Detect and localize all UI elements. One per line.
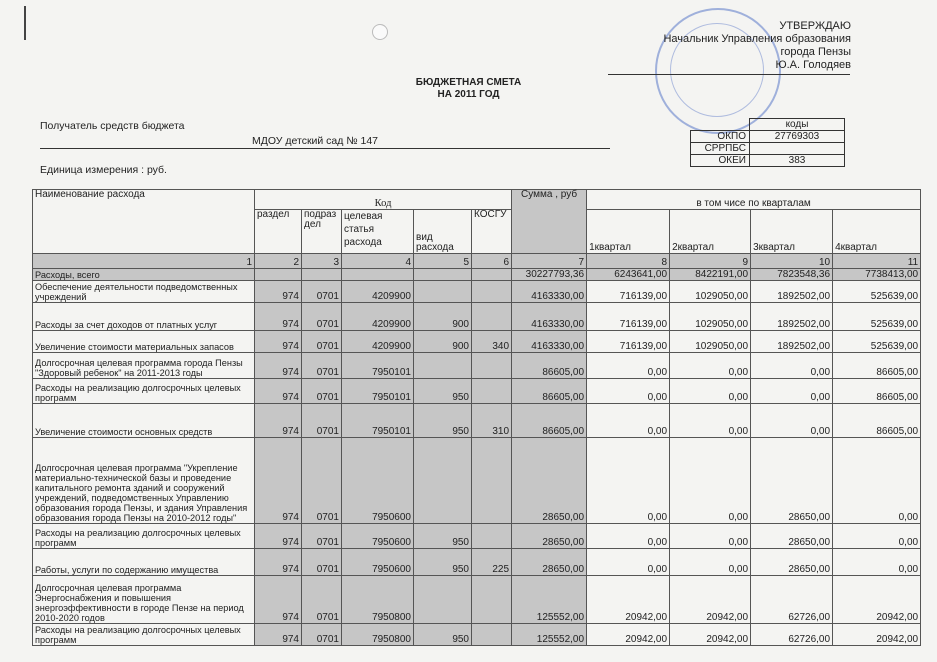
header-kosgu: КОСГУ <box>472 210 512 254</box>
column-number: 5 <box>414 254 472 269</box>
row-value-cell: 7950101 <box>342 404 414 438</box>
row-name-cell: Расходы на реализацию долгосрочных целевых программ <box>33 624 255 646</box>
table-row <box>33 524 921 549</box>
table-row <box>33 303 921 331</box>
column-number: 9 <box>670 254 751 269</box>
row-value-cell: 1892502,00 <box>751 303 833 331</box>
row-value-cell <box>472 438 512 524</box>
row-value-cell <box>414 576 472 624</box>
row-value-cell: 0701 <box>302 549 342 576</box>
header-q2: 2квартал <box>670 210 751 254</box>
row-value-cell: 20942,00 <box>670 576 751 624</box>
row-value-cell: 0,00 <box>587 379 670 404</box>
row-value-cell: 20942,00 <box>670 624 751 646</box>
row-value-cell: 974 <box>255 281 302 303</box>
row-value-cell: 4163330,00 <box>512 331 587 353</box>
margin-mark <box>24 6 26 40</box>
row-value-cell: 0,00 <box>833 524 921 549</box>
row-value-cell <box>414 269 472 281</box>
row-value-cell: 974 <box>255 303 302 331</box>
row-value-cell: 974 <box>255 576 302 624</box>
header-q1: 1квартал <box>587 210 670 254</box>
row-value-cell: 28650,00 <box>751 438 833 524</box>
row-value-cell: 4209900 <box>342 281 414 303</box>
row-value-cell: 86605,00 <box>833 404 921 438</box>
row-value-cell: 950 <box>414 549 472 576</box>
row-value-cell: 716139,00 <box>587 281 670 303</box>
column-number: 10 <box>751 254 833 269</box>
row-value-cell: 0,00 <box>833 438 921 524</box>
header-quarters: в том чисе по кварталам <box>587 190 921 210</box>
row-value-cell: 950 <box>414 524 472 549</box>
row-value-cell: 0,00 <box>670 404 751 438</box>
column-number: 3 <box>302 254 342 269</box>
row-value-cell: 0,00 <box>751 379 833 404</box>
row-value-cell <box>472 281 512 303</box>
row-value-cell: 1892502,00 <box>751 331 833 353</box>
row-value-cell: 20942,00 <box>833 576 921 624</box>
header-name: Наименование расхода <box>33 190 255 254</box>
approval-city: города Пензы <box>780 46 851 58</box>
row-value-cell: 0701 <box>302 303 342 331</box>
row-value-cell: 974 <box>255 624 302 646</box>
code-label: ОКЕИ <box>691 155 750 167</box>
row-value-cell: 974 <box>255 404 302 438</box>
row-value-cell: 974 <box>255 331 302 353</box>
table-row <box>33 353 921 379</box>
row-value-cell: 950 <box>414 379 472 404</box>
row-value-cell: 86605,00 <box>833 353 921 379</box>
row-value-cell: 28650,00 <box>751 524 833 549</box>
codes-header: коды <box>750 119 845 131</box>
recipient-name: МДОУ детский сад № 147 <box>252 135 379 147</box>
row-value-cell: 900 <box>414 303 472 331</box>
row-value-cell <box>414 353 472 379</box>
row-value-cell: 900 <box>414 331 472 353</box>
row-value-cell: 125552,00 <box>512 576 587 624</box>
code-label: ОКПО <box>691 131 750 143</box>
row-value-cell: 6243641,00 <box>587 269 670 281</box>
row-value-cell: 0,00 <box>587 438 670 524</box>
table-row <box>33 331 921 353</box>
row-value-cell: 30227793,36 <box>512 269 587 281</box>
row-name-cell: Расходы, всего <box>33 269 255 281</box>
header-razdel: раздел <box>255 210 302 254</box>
row-name-cell: Расходы на реализацию долгосрочных целевых программ <box>33 379 255 404</box>
row-value-cell: 0,00 <box>587 404 670 438</box>
row-name-cell: Расходы за счет доходов от платных услуг <box>33 303 255 331</box>
column-number: 4 <box>342 254 414 269</box>
row-value-cell: 8422191,00 <box>670 269 751 281</box>
row-value-cell: 0701 <box>302 624 342 646</box>
row-value-cell: 28650,00 <box>512 438 587 524</box>
table-row <box>33 404 921 438</box>
code-label: СРРПБС <box>691 143 750 155</box>
row-value-cell: 525639,00 <box>833 281 921 303</box>
row-value-cell: 4163330,00 <box>512 303 587 331</box>
row-value-cell <box>414 438 472 524</box>
row-value-cell: 7950600 <box>342 524 414 549</box>
row-value-cell: 7950101 <box>342 353 414 379</box>
row-name-cell: Увеличение стоимости основных средств <box>33 404 255 438</box>
column-number: 7 <box>512 254 587 269</box>
row-value-cell: 0701 <box>302 524 342 549</box>
table-body <box>33 269 921 646</box>
row-value-cell: 716139,00 <box>587 303 670 331</box>
row-value-cell: 0,00 <box>751 404 833 438</box>
header-podrazdel: подраз дел <box>302 210 342 254</box>
row-value-cell: 7950800 <box>342 624 414 646</box>
table-row <box>33 438 921 524</box>
row-value-cell: 86605,00 <box>512 404 587 438</box>
row-value-cell: 125552,00 <box>512 624 587 646</box>
row-value-cell: 974 <box>255 524 302 549</box>
row-value-cell: 0701 <box>302 576 342 624</box>
row-value-cell: 86605,00 <box>512 379 587 404</box>
recipient-underline <box>40 148 610 149</box>
row-value-cell: 950 <box>414 624 472 646</box>
column-number: 2 <box>255 254 302 269</box>
row-value-cell: 0,00 <box>670 549 751 576</box>
row-value-cell: 0,00 <box>587 353 670 379</box>
table-row <box>33 281 921 303</box>
row-value-cell: 525639,00 <box>833 331 921 353</box>
row-value-cell: 1029050,00 <box>670 331 751 353</box>
row-value-cell: 525639,00 <box>833 303 921 331</box>
row-value-cell: 1892502,00 <box>751 281 833 303</box>
table-row <box>33 269 921 281</box>
table-row <box>33 624 921 646</box>
row-value-cell: 0,00 <box>751 353 833 379</box>
row-value-cell: 716139,00 <box>587 331 670 353</box>
row-value-cell: 0,00 <box>833 549 921 576</box>
row-name-cell: Расходы на реализацию долгосрочных целевых программ <box>33 524 255 549</box>
row-value-cell: 0701 <box>302 331 342 353</box>
header-expense-type: вид расхода <box>414 210 472 254</box>
column-number: 6 <box>472 254 512 269</box>
row-value-cell: 950 <box>414 404 472 438</box>
budget-table <box>32 189 921 646</box>
code-value: 383 <box>750 155 845 167</box>
row-value-cell: 0,00 <box>670 524 751 549</box>
row-value-cell: 7823548,36 <box>751 269 833 281</box>
row-value-cell: 974 <box>255 549 302 576</box>
row-value-cell: 86605,00 <box>833 379 921 404</box>
row-name-cell: Долгосрочная целевая программа Энергоснабжения и повышения энергоэффективности в городе Пензе на период 2010-2020 годов <box>33 576 255 624</box>
row-value-cell <box>255 269 302 281</box>
header-q4: 4квартал <box>833 210 921 254</box>
row-value-cell <box>472 576 512 624</box>
row-value-cell <box>472 524 512 549</box>
document-title <box>0 77 937 101</box>
row-value-cell <box>472 303 512 331</box>
row-value-cell: 0701 <box>302 353 342 379</box>
column-number: 11 <box>833 254 921 269</box>
row-value-cell: 0,00 <box>587 549 670 576</box>
row-value-cell: 0701 <box>302 438 342 524</box>
row-value-cell: 0,00 <box>670 438 751 524</box>
row-value-cell: 7950600 <box>342 438 414 524</box>
row-value-cell: 1029050,00 <box>670 303 751 331</box>
row-value-cell: 310 <box>472 404 512 438</box>
unit-label: Единица измерения : руб. <box>40 164 167 176</box>
row-value-cell: 225 <box>472 549 512 576</box>
column-number-row <box>33 254 921 269</box>
recipient-label: Получатель средств бюджета <box>40 120 185 132</box>
row-value-cell: 7738413,00 <box>833 269 921 281</box>
title-line-1: БЮДЖЕТНАЯ СМЕТА <box>415 77 522 88</box>
table-row <box>33 576 921 624</box>
table-row <box>33 379 921 404</box>
row-value-cell <box>414 281 472 303</box>
row-value-cell <box>472 624 512 646</box>
approval-position: Начальник Управления образования <box>663 33 851 45</box>
row-value-cell: 4209900 <box>342 331 414 353</box>
row-value-cell: 28650,00 <box>512 549 587 576</box>
row-value-cell: 974 <box>255 353 302 379</box>
code-value <box>750 143 845 155</box>
row-value-cell: 0701 <box>302 404 342 438</box>
row-value-cell: 974 <box>255 379 302 404</box>
column-number: 1 <box>33 254 255 269</box>
row-value-cell <box>472 379 512 404</box>
row-name-cell: Увеличение стоимости материальных запасов <box>33 331 255 353</box>
column-number: 8 <box>587 254 670 269</box>
row-value-cell: 28650,00 <box>512 524 587 549</box>
row-value-cell: 0701 <box>302 379 342 404</box>
header-q3: 3квартал <box>751 210 833 254</box>
row-value-cell: 62726,00 <box>751 576 833 624</box>
code-value: 27769303 <box>750 131 845 143</box>
row-value-cell: 0701 <box>302 281 342 303</box>
row-value-cell: 0,00 <box>670 379 751 404</box>
approval-block <box>663 20 851 72</box>
row-value-cell: 974 <box>255 438 302 524</box>
row-value-cell: 20942,00 <box>587 624 670 646</box>
header-target-article: целевая статья расхода <box>342 210 414 254</box>
row-value-cell: 7950101 <box>342 379 414 404</box>
row-value-cell: 28650,00 <box>751 549 833 576</box>
row-value-cell: 0,00 <box>587 524 670 549</box>
row-value-cell: 7950600 <box>342 549 414 576</box>
row-name-cell: Долгосрочная целевая программа "Укрепление материально-технической базы и проведение капитального ремонта зданий и сооружений учреждений, подведомственных Управлению образования города Пензы, и здания Управления образования города Пензы на 2010-2012 годы" <box>33 438 255 524</box>
approval-heading: УТВЕРЖДАЮ <box>779 20 851 32</box>
row-value-cell: 20942,00 <box>587 576 670 624</box>
row-value-cell <box>472 269 512 281</box>
row-name-cell: Долгосрочная целевая программа города Пензы "Здоровый ребенок" на 2011-2013 годы <box>33 353 255 379</box>
row-value-cell: 20942,00 <box>833 624 921 646</box>
signature-line <box>608 74 850 75</box>
row-value-cell: 1029050,00 <box>670 281 751 303</box>
row-value-cell <box>342 269 414 281</box>
table-row <box>33 549 921 576</box>
codes-table <box>690 118 845 167</box>
row-value-cell: 62726,00 <box>751 624 833 646</box>
row-name-cell: Работы, услуги по содержанию имущества <box>33 549 255 576</box>
row-value-cell <box>472 353 512 379</box>
row-value-cell: 4163330,00 <box>512 281 587 303</box>
row-value-cell: 86605,00 <box>512 353 587 379</box>
row-value-cell: 0,00 <box>670 353 751 379</box>
row-value-cell <box>302 269 342 281</box>
row-name-cell: Обеспечение деятельности подведомственных учреждений <box>33 281 255 303</box>
row-value-cell: 7950800 <box>342 576 414 624</box>
approval-name: Ю.А. Голодяев <box>775 59 851 71</box>
punch-hole <box>372 24 388 40</box>
row-value-cell: 340 <box>472 331 512 353</box>
title-line-2: НА 2011 ГОД <box>437 89 500 100</box>
header-sum: Сумма , руб <box>512 190 587 254</box>
row-value-cell: 4209900 <box>342 303 414 331</box>
header-code: Код <box>255 190 512 210</box>
